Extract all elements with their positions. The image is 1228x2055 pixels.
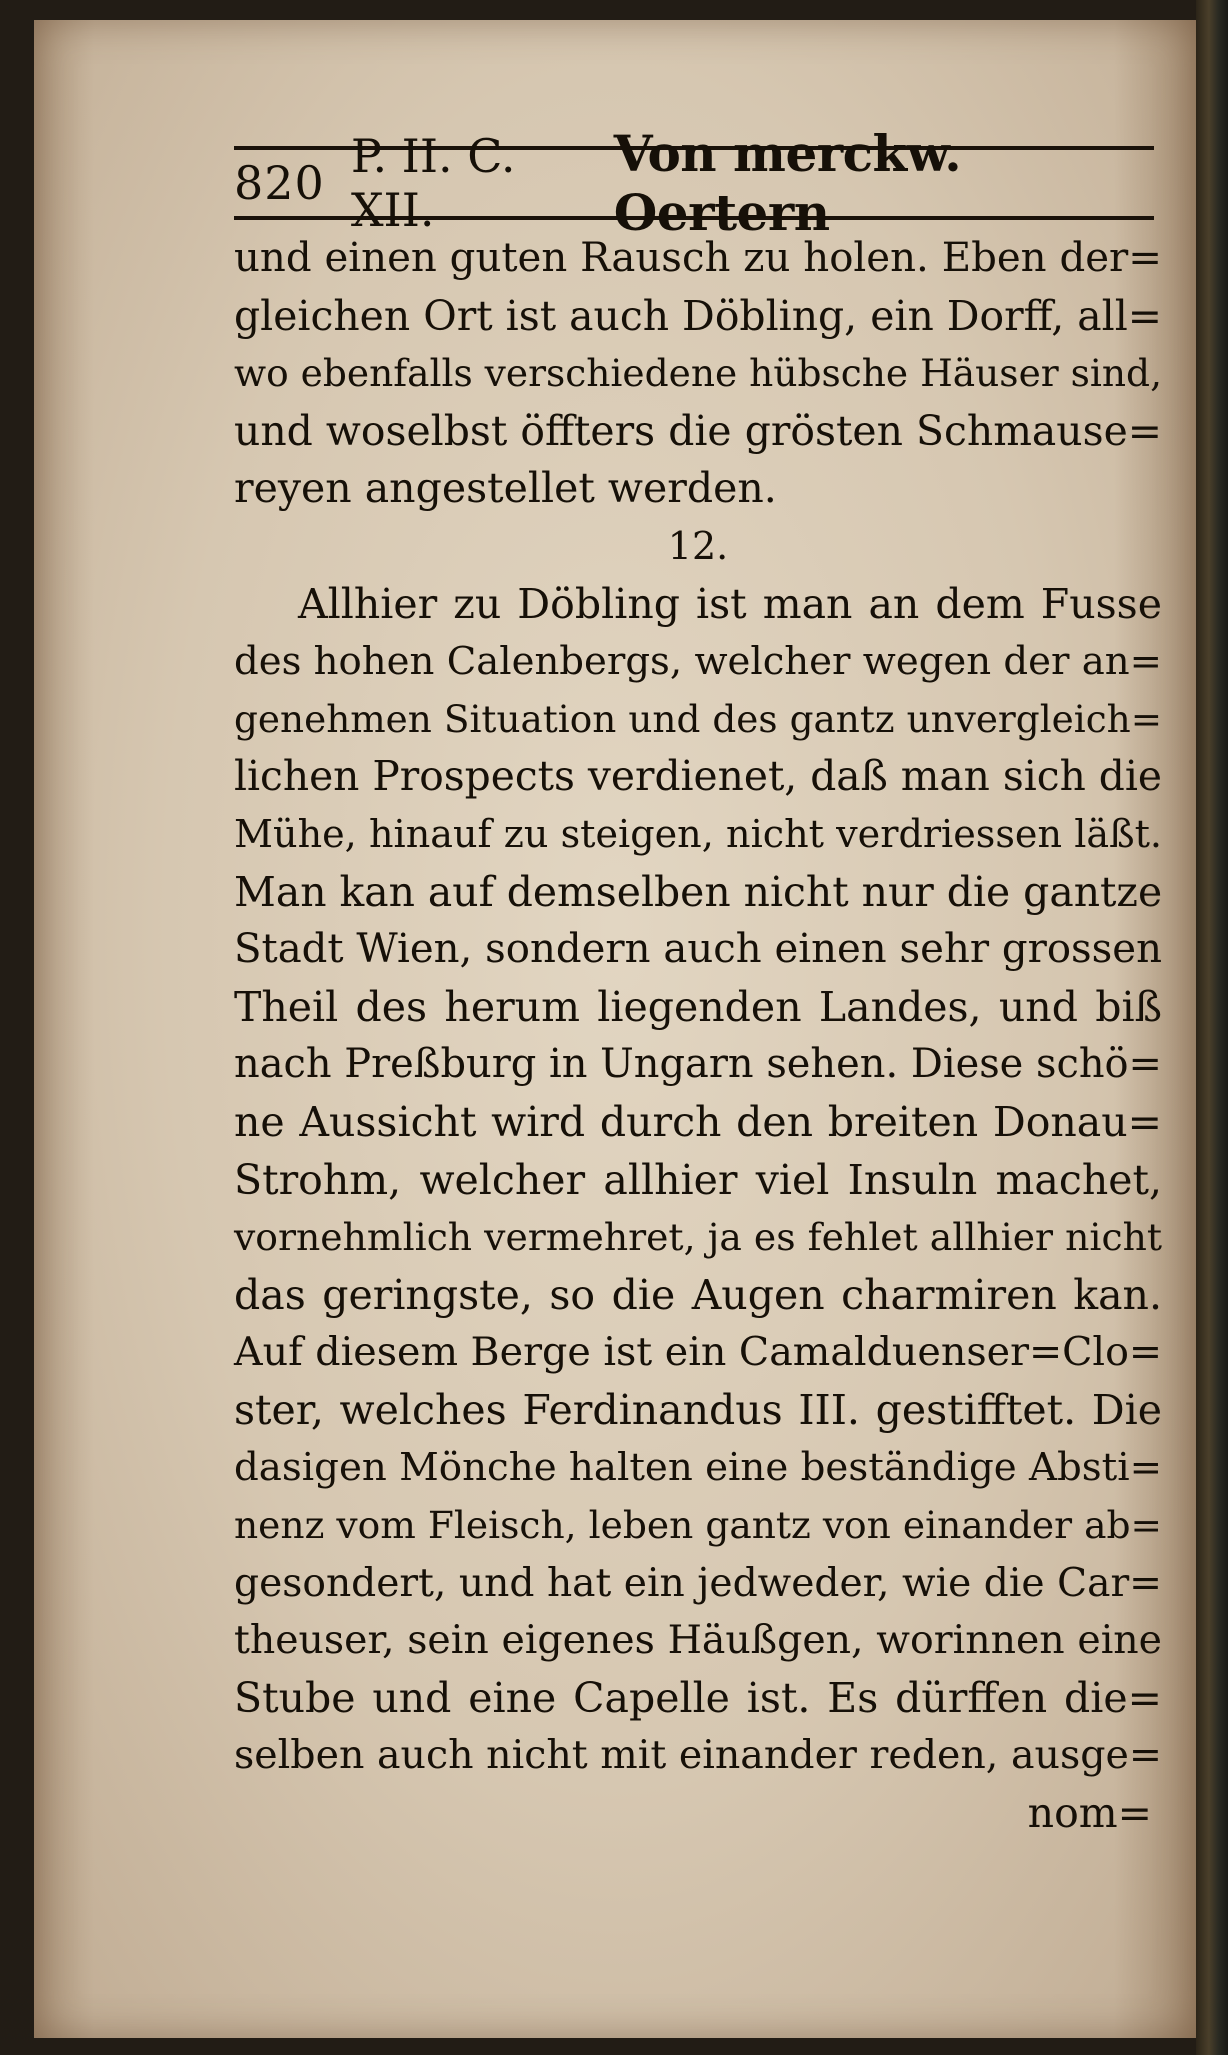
text-line: Auf diesem Berge ist ein Camalduenser=Clo= bbox=[234, 1329, 1163, 1376]
catchword: nom= bbox=[1027, 1789, 1152, 1838]
body-text bbox=[234, 230, 1162, 1843]
running-title: Von merckw. Oertern bbox=[613, 124, 962, 242]
text-line: wo ebenfalls verschiedene hübsche Häuser sind, bbox=[234, 351, 1162, 396]
text-line: Stadt Wien, sondern auch einen sehr grossen bbox=[234, 926, 1162, 973]
text-line: Theil des herum liegenden Landes, und biß bbox=[234, 982, 1162, 1031]
text-line: und einen guten Rausch zu holen. Eben der= bbox=[234, 235, 1162, 281]
text-line: theuser, sein eigenes Häußgen, worinnen eine bbox=[234, 1617, 1162, 1664]
text-line: nach Preßburg in Ungarn sehen. Diese schö= bbox=[234, 1041, 1162, 1088]
text-line: gleichen Ort ist auch Döbling, ein Dorff, all= bbox=[234, 291, 1162, 340]
text-line: ster, welches Ferdinandus III. gestifftet. Die bbox=[234, 1385, 1162, 1434]
text-line: reyen angestellet werden. bbox=[234, 464, 777, 513]
text-line: Strohm, welcher allhier viel Insuln machet, bbox=[234, 1155, 1162, 1204]
text-line: lichen Prospects verdienet, daß man sich die bbox=[234, 752, 1162, 801]
text-line: dasigen Mönche halten eine beständige Absti= bbox=[234, 1445, 1163, 1491]
chapter-signature: P. II. C. XII. bbox=[350, 129, 516, 237]
text-line: Allhier zu Döbling ist man an dem Fusse bbox=[298, 579, 1162, 628]
page-edge bbox=[1196, 0, 1228, 2055]
text-line: des hohen Calenbergs, welcher wegen der an= bbox=[234, 639, 1162, 685]
text-line: und woselbst öffters die grösten Schmause= bbox=[234, 406, 1162, 455]
text-line: Man kan auf demselben nicht nur die gantze bbox=[234, 867, 1163, 916]
text-line: vornehmlich vermehret, ja es fehlet allhier nicht bbox=[234, 1215, 1162, 1260]
text-line: genehmen Situation und des gantz unvergleich= bbox=[234, 696, 1162, 741]
text-line: Stube und eine Capelle ist. Es dürffen die= bbox=[234, 1673, 1162, 1722]
text-line: Mühe, hinauf zu steigen, nicht verdriessen läßt. bbox=[234, 811, 1162, 856]
page-number: 820 bbox=[234, 156, 325, 210]
text-line: gesondert, und hat ein jedweder, wie die Car= bbox=[234, 1560, 1162, 1606]
section-number: 12. bbox=[667, 523, 729, 568]
text-line: selben auch nicht mit einander reden, ausge= bbox=[234, 1732, 1162, 1779]
text-line: ne Aussicht wird durch den breiten Donau= bbox=[234, 1097, 1162, 1146]
page bbox=[34, 20, 1196, 2038]
text-line: nenz vom Fleisch, leben gantz von einander ab= bbox=[234, 1503, 1162, 1548]
text-line: das geringste, so die Augen charmiren kan. bbox=[234, 1270, 1162, 1319]
running-header bbox=[234, 124, 1154, 242]
